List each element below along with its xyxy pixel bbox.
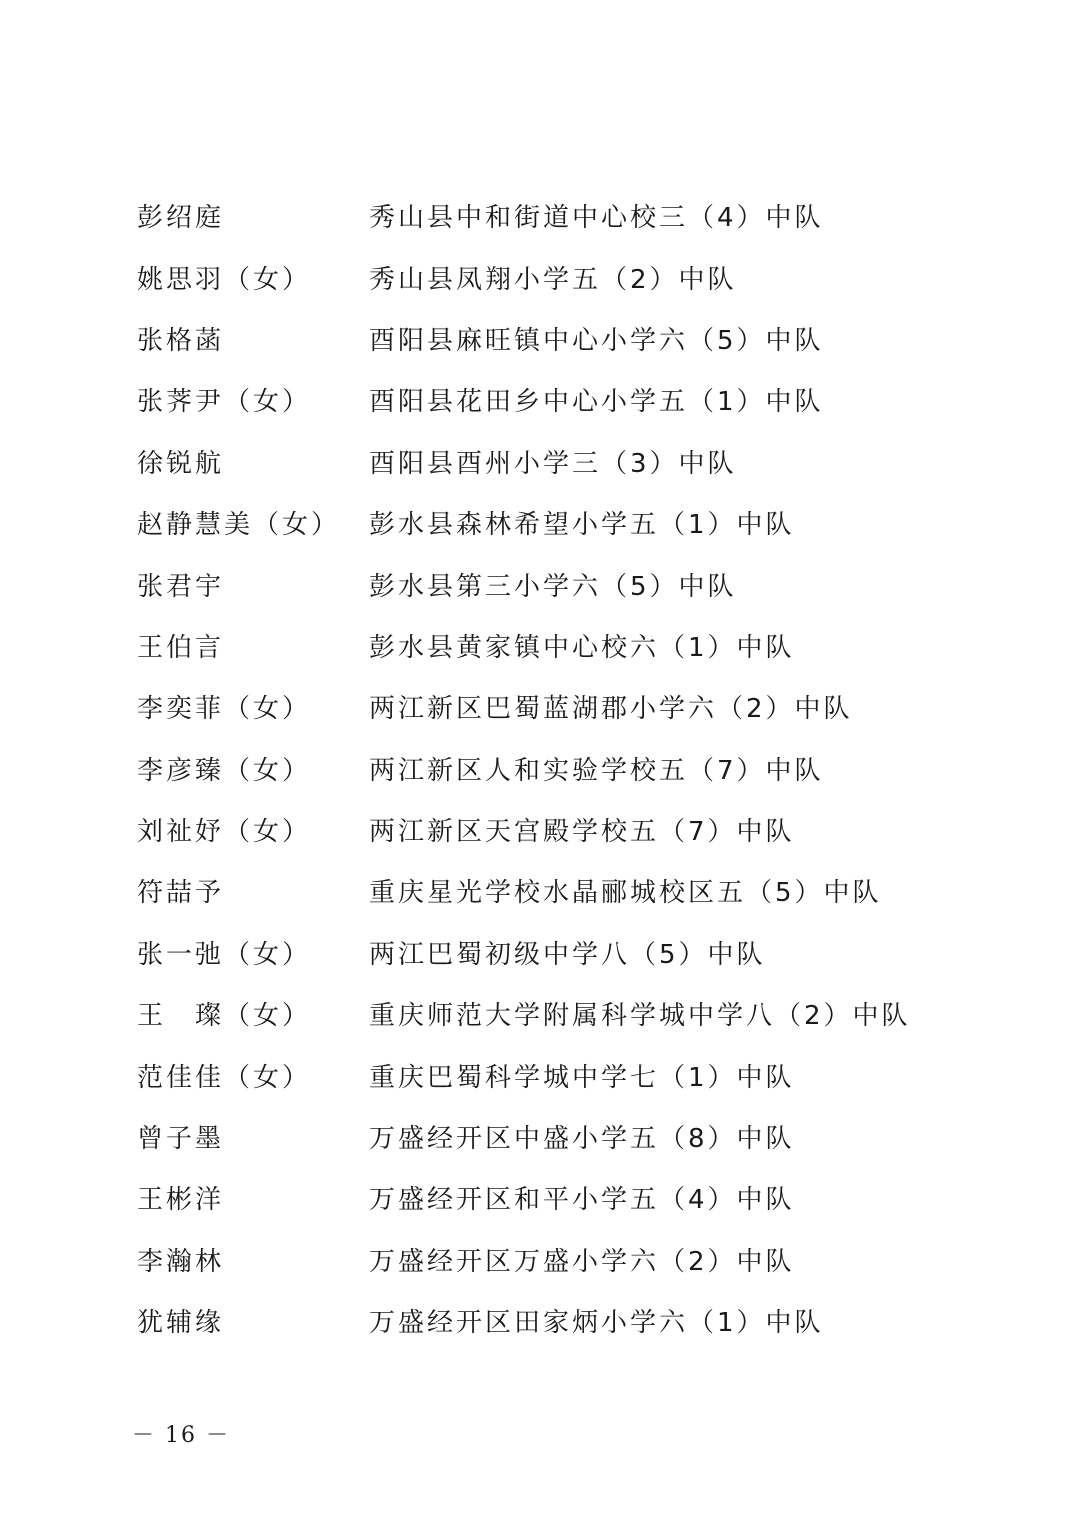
honor-roster-list: [137, 185, 1037, 1351]
student-name: 李奕菲（女）: [137, 694, 312, 725]
school-squad: 秀山县凤翔小学五（2）中队: [369, 264, 737, 295]
roster-row: [137, 246, 1037, 307]
school-squad: 秀山县中和街道中心校三（4）中队: [369, 203, 824, 234]
student-name: 张一弛（女）: [137, 939, 312, 970]
school-squad: 万盛经开区万盛小学六（2）中队: [369, 1246, 795, 1277]
student-name: 张君宇: [137, 571, 225, 602]
school-squad: 彭水县第三小学六（5）中队: [369, 571, 737, 602]
school-squad: 万盛经开区中盛小学五（8）中队: [369, 1124, 795, 1155]
school-squad: 两江新区天宫殿学校五（7）中队: [369, 817, 795, 848]
school-squad: 两江新区巴蜀蓝湖郡小学六（2）中队: [369, 694, 853, 725]
student-name: 符喆予: [137, 878, 225, 909]
roster-row: [137, 553, 1037, 614]
roster-row: [137, 431, 1037, 492]
student-name: 王 璨（女）: [137, 1001, 312, 1032]
student-name: 张格菡: [137, 325, 225, 356]
school-squad: 两江新区人和实验学校五（7）中队: [369, 755, 824, 786]
roster-row: [137, 308, 1037, 369]
student-name: 李彦臻（女）: [137, 755, 312, 786]
roster-row: [137, 369, 1037, 430]
roster-row: [137, 676, 1037, 737]
student-name: 范佳佳（女）: [137, 1062, 312, 1093]
roster-row: [137, 983, 1037, 1044]
school-squad: 酉阳县麻旺镇中心小学六（5）中队: [369, 325, 824, 356]
student-name: 赵静慧美（女）: [137, 510, 341, 541]
student-name: 李瀚林: [137, 1246, 225, 1277]
school-squad: 彭水县黄家镇中心校六（1）中队: [369, 632, 795, 663]
student-name: 刘祉妤（女）: [137, 817, 312, 848]
school-squad: 重庆星光学校水晶郦城校区五（5）中队: [369, 878, 882, 909]
roster-row: [137, 1106, 1037, 1167]
student-name: 张荠尹（女）: [137, 387, 312, 418]
roster-row: [137, 922, 1037, 983]
school-squad: 酉阳县酉州小学三（3）中队: [369, 448, 737, 479]
roster-row: [137, 1290, 1037, 1351]
student-name: 姚思羽（女）: [137, 264, 312, 295]
school-squad: 彭水县森林希望小学五（1）中队: [369, 510, 795, 541]
school-squad: 重庆师范大学附属科学城中学八（2）中队: [369, 1001, 911, 1032]
page-number: － 16 －: [132, 1423, 230, 1448]
roster-row: [137, 185, 1037, 246]
student-name: 犹辅缘: [137, 1308, 225, 1339]
school-squad: 酉阳县花田乡中心小学五（1）中队: [369, 387, 824, 418]
roster-row: [137, 799, 1037, 860]
school-squad: 重庆巴蜀科学城中学七（1）中队: [369, 1062, 795, 1093]
school-squad: 万盛经开区田家炳小学六（1）中队: [369, 1308, 824, 1339]
school-squad: 万盛经开区和平小学五（4）中队: [369, 1185, 795, 1216]
student-name: 王伯言: [137, 632, 225, 663]
roster-row: [137, 738, 1037, 799]
student-name: 曾子墨: [137, 1124, 225, 1155]
roster-row: [137, 1044, 1037, 1105]
roster-row: [137, 860, 1037, 921]
roster-row: [137, 1167, 1037, 1228]
student-name: 王彬洋: [137, 1185, 225, 1216]
roster-row: [137, 615, 1037, 676]
student-name: 徐锐航: [137, 448, 225, 479]
roster-row: [137, 492, 1037, 553]
school-squad: 两江巴蜀初级中学八（5）中队: [369, 939, 766, 970]
roster-row: [137, 1229, 1037, 1290]
student-name: 彭绍庭: [137, 203, 225, 234]
